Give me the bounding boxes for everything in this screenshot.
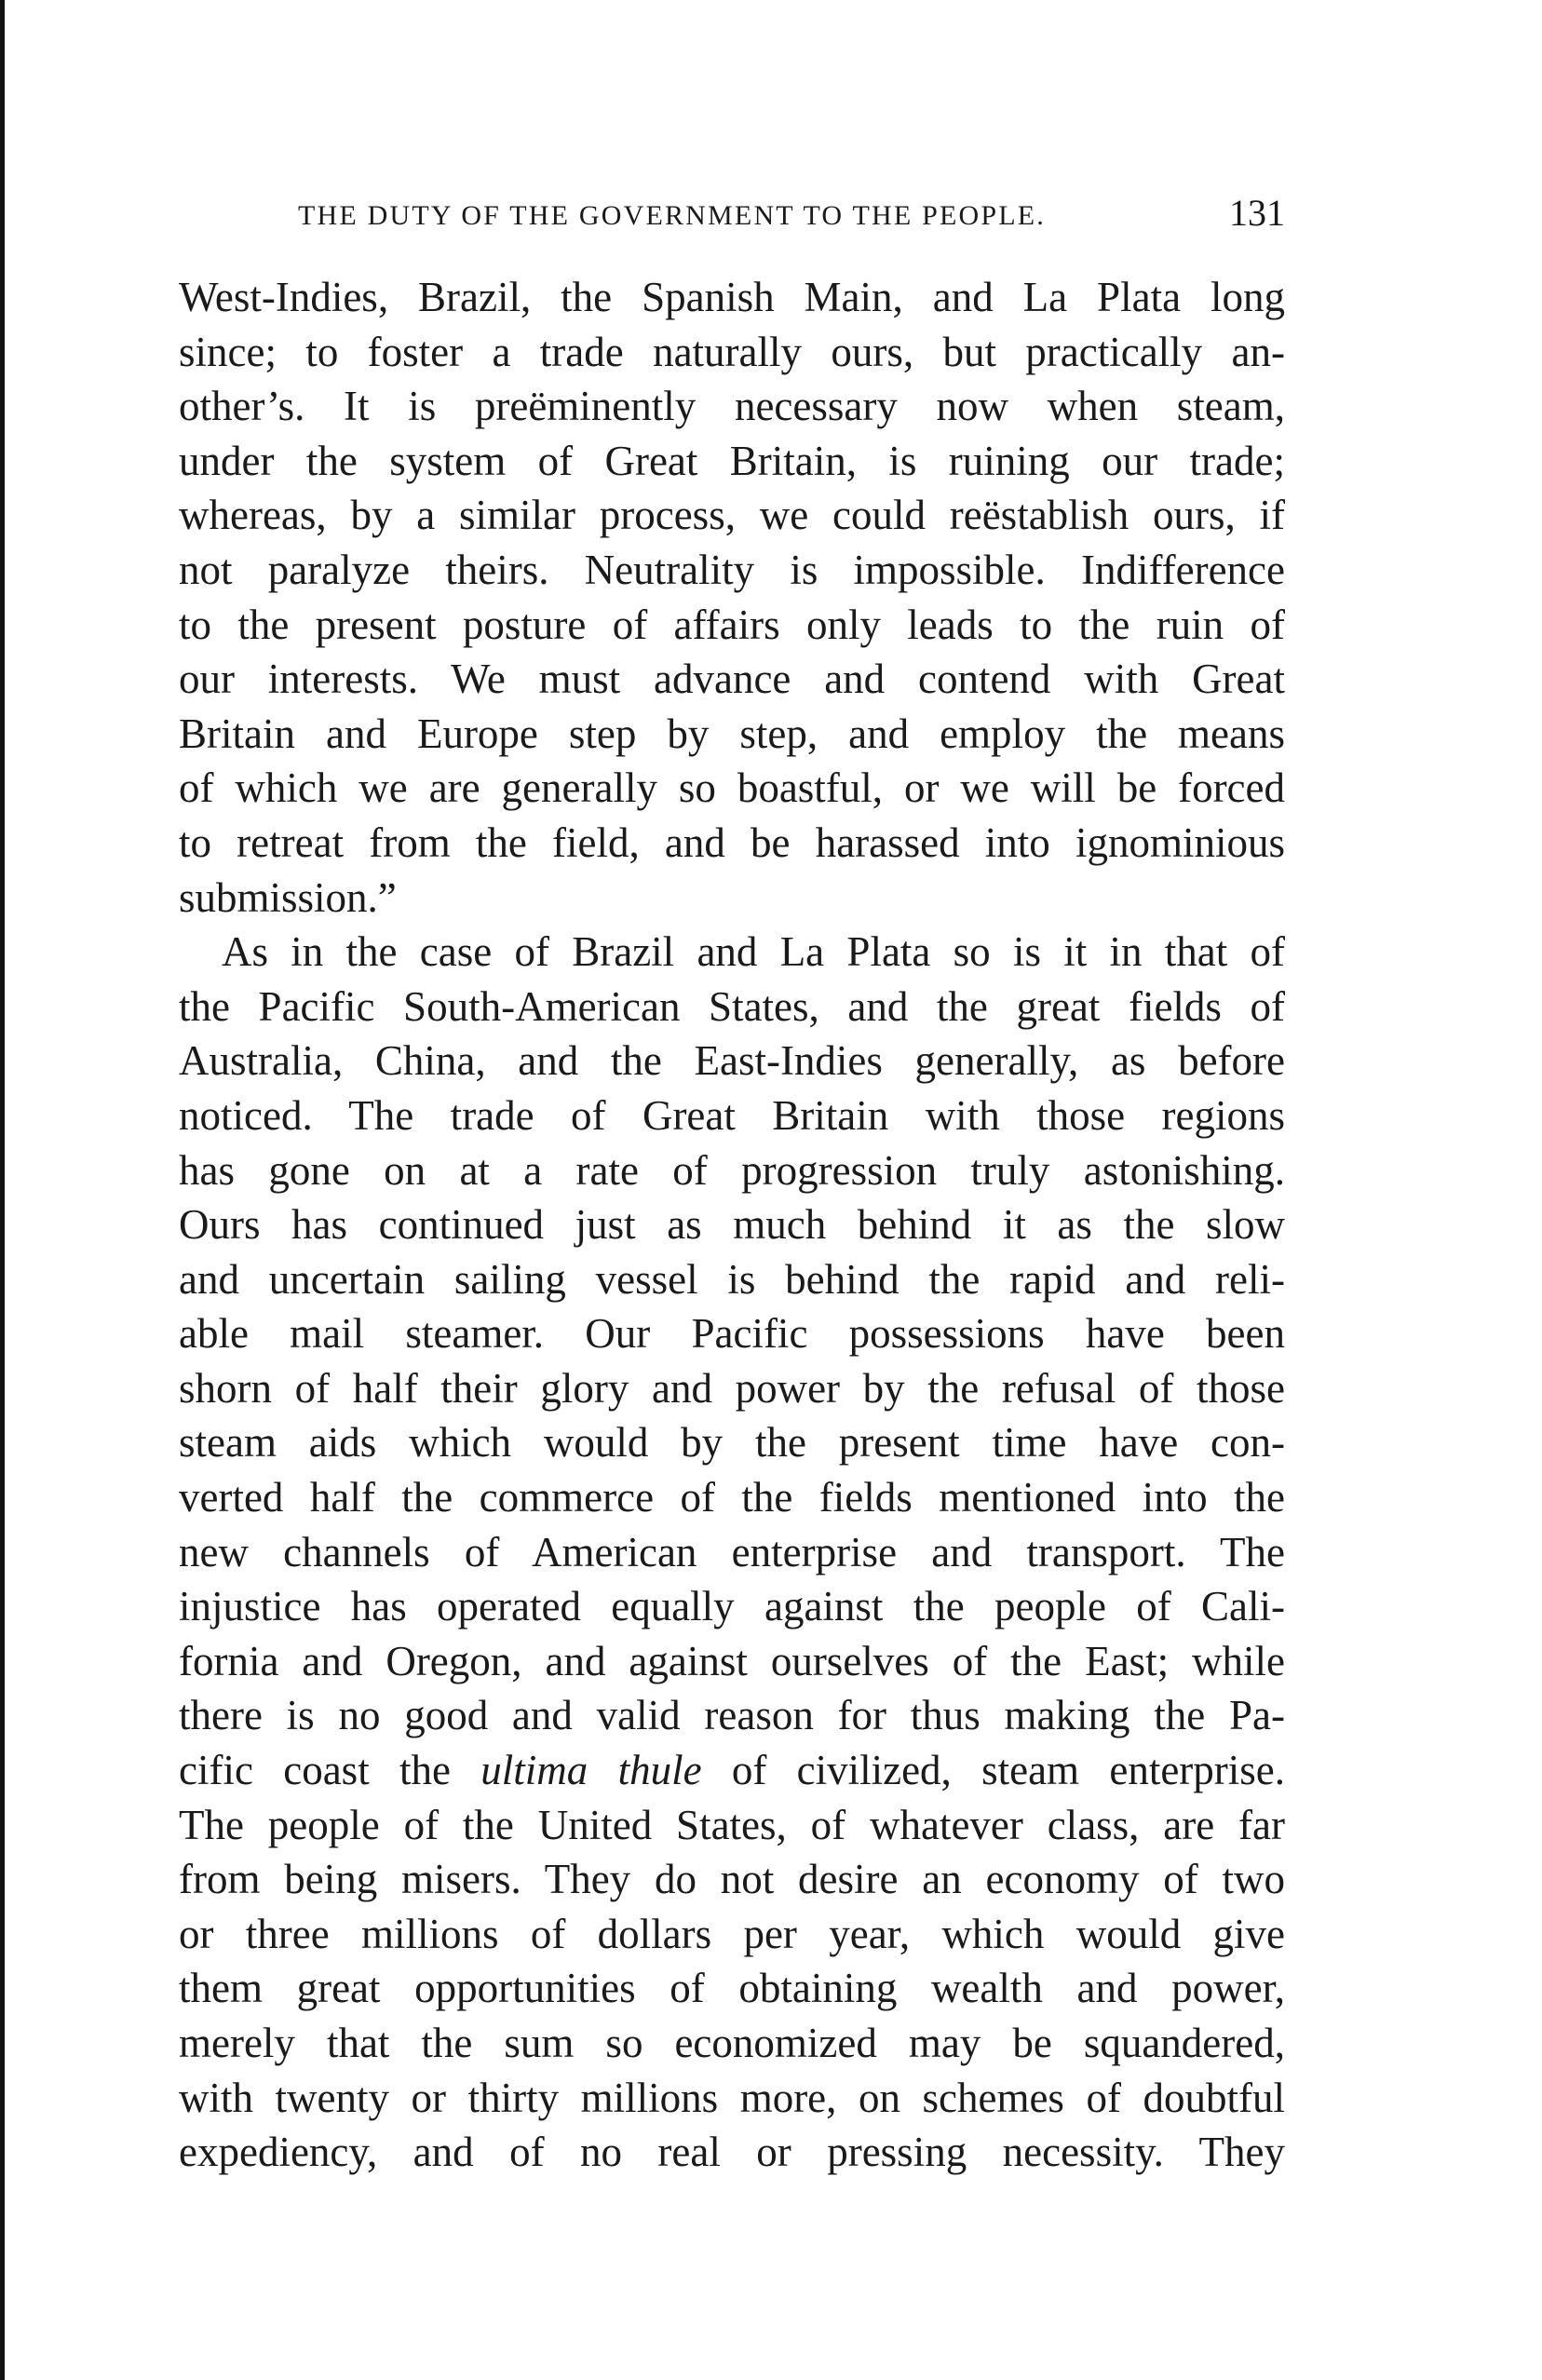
text-line: verted half the commerce of the fields mentioned into the bbox=[179, 1474, 1285, 1521]
text-line: steam aids which would by the present time have con- bbox=[179, 1419, 1285, 1467]
text-line: to the present posture of affairs only leads to the ruin of bbox=[179, 601, 1285, 648]
text-line: noticed. The trade of Great Britain with those regions bbox=[179, 1091, 1285, 1139]
text-line: other’s. It is preëminently necessary now when steam, bbox=[179, 383, 1285, 430]
text-line: of which we are generally so boastful, or we will be forced bbox=[179, 764, 1285, 812]
text-line: them great opportunities of obtaining wealth and power, bbox=[179, 1965, 1285, 2012]
text-line: Australia, China, and the East-Indies generally, as before bbox=[179, 1037, 1285, 1085]
running-head bbox=[298, 191, 1285, 247]
text-line: from being misers. They do not desire an economy of two bbox=[179, 1856, 1285, 1903]
text-line: shorn of half their glory and power by the refusal of those bbox=[179, 1364, 1285, 1412]
text-line: under the system of Great Britain, is ruining our trade; bbox=[179, 437, 1285, 484]
page-edge bbox=[0, 0, 5, 2380]
text-line: injustice has operated equally against the people of Cali- bbox=[179, 1583, 1285, 1630]
text-line: has gone on at a rate of progression truly astonishing. bbox=[179, 1146, 1285, 1194]
text-line: new channels of American enterprise and transport. The bbox=[179, 1528, 1285, 1575]
text-segment: cific coast the bbox=[179, 1747, 481, 1794]
text-line: Britain and Europe step by step, and employ the means bbox=[179, 710, 1285, 757]
page-number: 131 bbox=[1229, 192, 1285, 234]
text-line: to retreat from the field, and be harassed into ignominious bbox=[179, 818, 1285, 866]
text-line: with twenty or thirty millions more, on schemes of doubtful bbox=[179, 2074, 1285, 2121]
text-line: fornia and Oregon, and against ourselves of the East; while bbox=[179, 1637, 1285, 1684]
text-segment: of civilized, steam enterprise. bbox=[701, 1747, 1286, 1794]
text-line: The people of the United States, of whatever class, are far bbox=[179, 1801, 1285, 1848]
paragraph-first-line: As in the case of Brazil and La Plata so is it in that of bbox=[222, 928, 1285, 976]
text-line: our interests. We must advance and contend with Great bbox=[179, 656, 1285, 703]
text-line: or three millions of dollars per year, which would give bbox=[179, 1910, 1285, 1957]
text-line: Ours has continued just as much behind it as the slow bbox=[179, 1201, 1285, 1249]
text-line: able mail steamer. Our Pacific possessions have been bbox=[179, 1310, 1285, 1358]
body-text bbox=[179, 270, 1285, 2180]
text-line: since; to foster a trade naturally ours, but practically an- bbox=[179, 328, 1285, 375]
text-line: West-Indies, Brazil, the Spanish Main, and La Plata long bbox=[179, 274, 1285, 320]
text-line: not paralyze theirs. Neutrality is impossible. Indifference bbox=[179, 546, 1285, 593]
italic-phrase: ultima thule bbox=[480, 1747, 702, 1794]
text-line: and uncertain sailing vessel is behind the rapid and reli- bbox=[179, 1255, 1285, 1303]
text-line: the Pacific South-American States, and the great fields of bbox=[179, 982, 1285, 1030]
text-line: whereas, by a similar process, we could reëstablish ours, if bbox=[179, 492, 1285, 539]
paragraph-end-line: submission.” bbox=[179, 873, 397, 921]
text-line-with-italic bbox=[179, 1743, 1285, 1798]
text-line: there is no good and valid reason for thus making the Pa- bbox=[179, 1692, 1285, 1739]
text-line: expediency, and of no real or pressing necessity. They bbox=[179, 2129, 1285, 2176]
text-line: merely that the sum so economized may be squandered, bbox=[179, 2020, 1285, 2066]
running-title: THE DUTY OF THE GOVERNMENT TO THE PEOPLE. bbox=[298, 200, 1046, 231]
